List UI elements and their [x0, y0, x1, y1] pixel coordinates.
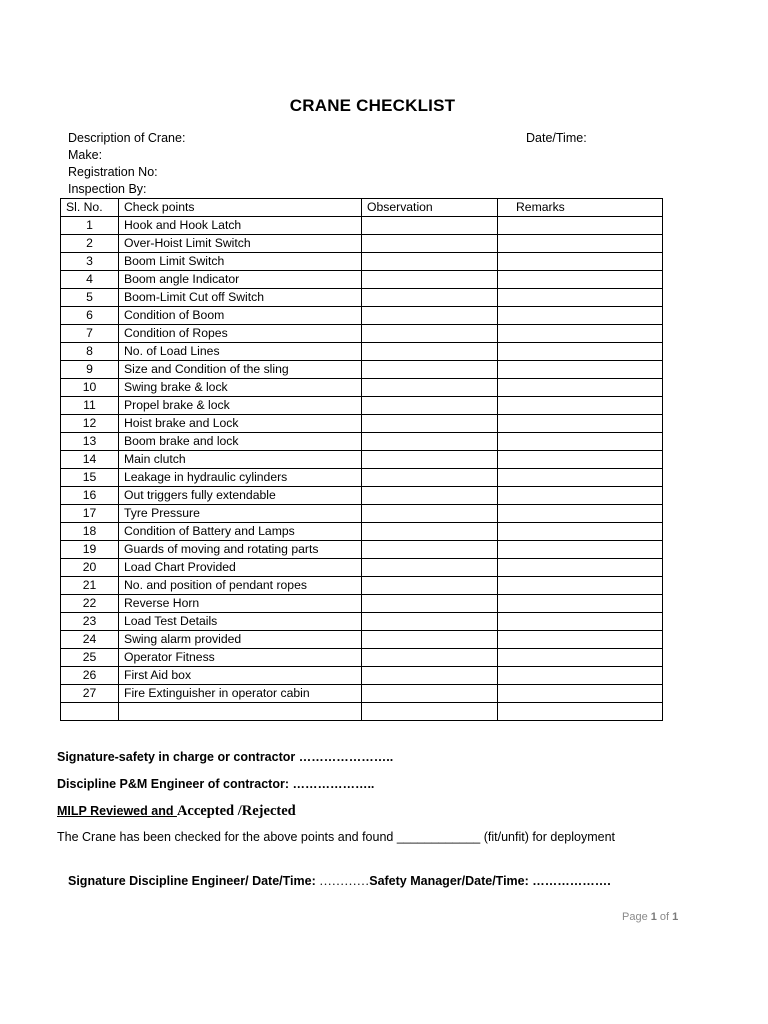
- column-header-remarks: Remarks: [498, 199, 663, 217]
- table-row: [61, 667, 663, 685]
- sl-number-cell: 4: [61, 271, 119, 289]
- remarks-cell[interactable]: [498, 703, 663, 721]
- sl-number-cell: 9: [61, 361, 119, 379]
- sl-number-cell: 13: [61, 433, 119, 451]
- observation-cell[interactable]: [362, 685, 498, 703]
- observation-cell[interactable]: [362, 523, 498, 541]
- remarks-cell[interactable]: [498, 397, 663, 415]
- sl-number-cell: [61, 703, 119, 721]
- remarks-cell[interactable]: [498, 631, 663, 649]
- milp-reviewed-label: MILP Reviewed and: [57, 804, 177, 818]
- page-number: [622, 911, 678, 923]
- check-point-cell: No. of Load Lines: [119, 343, 362, 361]
- remarks-cell[interactable]: [498, 415, 663, 433]
- observation-cell[interactable]: [362, 307, 498, 325]
- remarks-cell[interactable]: [498, 577, 663, 595]
- observation-cell[interactable]: [362, 703, 498, 721]
- observation-cell[interactable]: [362, 433, 498, 451]
- table-row: [61, 631, 663, 649]
- check-point-cell: No. and position of pendant ropes: [119, 577, 362, 595]
- table-row: [61, 451, 663, 469]
- remarks-cell[interactable]: [498, 343, 663, 361]
- check-point-cell: Load Chart Provided: [119, 559, 362, 577]
- inspection-field[interactable]: [68, 181, 150, 198]
- page-of: of: [656, 911, 673, 923]
- observation-cell[interactable]: [362, 415, 498, 433]
- check-point-cell: Load Test Details: [119, 613, 362, 631]
- make-field[interactable]: [68, 147, 106, 164]
- remarks-cell[interactable]: [498, 379, 663, 397]
- sl-number-cell: 18: [61, 523, 119, 541]
- remarks-cell[interactable]: [498, 667, 663, 685]
- sl-number-cell: 15: [61, 469, 119, 487]
- check-point-cell: Boom-Limit Cut off Switch: [119, 289, 362, 307]
- table-row: [61, 415, 663, 433]
- table-row: [61, 253, 663, 271]
- observation-cell[interactable]: [362, 559, 498, 577]
- check-point-cell: Out triggers fully extendable: [119, 487, 362, 505]
- observation-cell[interactable]: [362, 577, 498, 595]
- registration-label: Registration No:: [68, 165, 158, 179]
- table-row: [61, 559, 663, 577]
- observation-cell[interactable]: [362, 325, 498, 343]
- remarks-cell[interactable]: [498, 271, 663, 289]
- remarks-cell[interactable]: [498, 505, 663, 523]
- observation-cell[interactable]: [362, 361, 498, 379]
- table-row: [61, 433, 663, 451]
- observation-cell[interactable]: [362, 649, 498, 667]
- remarks-cell[interactable]: [498, 307, 663, 325]
- table-row: [61, 235, 663, 253]
- remarks-cell[interactable]: [498, 595, 663, 613]
- datetime-field[interactable]: [526, 130, 590, 147]
- page-total: 1: [672, 911, 679, 923]
- column-header-observation: Observation: [362, 199, 498, 217]
- page-current: 1: [650, 911, 657, 923]
- column-header-check-points: Check points: [119, 199, 362, 217]
- remarks-cell[interactable]: [498, 289, 663, 307]
- remarks-cell[interactable]: [498, 559, 663, 577]
- remarks-cell[interactable]: [498, 523, 663, 541]
- table-row: [61, 487, 663, 505]
- page-prefix: Page: [622, 911, 651, 923]
- check-point-cell: Hook and Hook Latch: [119, 217, 362, 235]
- check-point-cell: Boom angle Indicator: [119, 271, 362, 289]
- description-field[interactable]: [68, 130, 189, 147]
- observation-cell[interactable]: [362, 487, 498, 505]
- observation-cell[interactable]: [362, 397, 498, 415]
- discipline-engineer-dots: …………: [319, 874, 370, 888]
- remarks-cell[interactable]: [498, 361, 663, 379]
- sl-number-cell: 8: [61, 343, 119, 361]
- observation-cell[interactable]: [362, 667, 498, 685]
- check-point-cell: Guards of moving and rotating parts: [119, 541, 362, 559]
- sl-number-cell: 17: [61, 505, 119, 523]
- sl-number-cell: 27: [61, 685, 119, 703]
- remarks-cell[interactable]: [498, 217, 663, 235]
- check-point-cell: Size and Condition of the sling: [119, 361, 362, 379]
- observation-cell[interactable]: [362, 289, 498, 307]
- check-point-cell: Propel brake & lock: [119, 397, 362, 415]
- remarks-cell[interactable]: [498, 469, 663, 487]
- sl-number-cell: 23: [61, 613, 119, 631]
- make-label: Make:: [68, 148, 103, 162]
- sl-number-cell: 14: [61, 451, 119, 469]
- table-row: [61, 289, 663, 307]
- check-point-cell: Hoist brake and Lock: [119, 415, 362, 433]
- sl-number-cell: 6: [61, 307, 119, 325]
- table-row: [61, 595, 663, 613]
- check-point-cell: Leakage in hydraulic cylinders: [119, 469, 362, 487]
- check-point-cell: Condition of Boom: [119, 307, 362, 325]
- sl-number-cell: 16: [61, 487, 119, 505]
- inspection-label: Inspection By:: [68, 182, 147, 196]
- table-row: [61, 307, 663, 325]
- check-point-cell: Fire Extinguisher in operator cabin: [119, 685, 362, 703]
- check-point-cell: [119, 703, 362, 721]
- final-signature-line: [68, 874, 611, 889]
- sl-number-cell: 2: [61, 235, 119, 253]
- table-row: [61, 469, 663, 487]
- check-point-cell: Swing alarm provided: [119, 631, 362, 649]
- check-point-cell: Main clutch: [119, 451, 362, 469]
- page-title: CRANE CHECKLIST: [289, 96, 456, 115]
- sl-number-cell: 1: [61, 217, 119, 235]
- sl-number-cell: 22: [61, 595, 119, 613]
- safety-manager-signature-label: Safety Manager/Date/Time: ……………….: [369, 874, 611, 888]
- check-point-cell: First Aid box: [119, 667, 362, 685]
- sl-number-cell: 20: [61, 559, 119, 577]
- table-row: [61, 523, 663, 541]
- remarks-cell[interactable]: [498, 235, 663, 253]
- table-row: [61, 649, 663, 667]
- observation-cell[interactable]: [362, 271, 498, 289]
- check-point-cell: Boom Limit Switch: [119, 253, 362, 271]
- discipline-engineer-signature-label: Signature Discipline Engineer/ Date/Time:: [68, 874, 320, 888]
- observation-cell[interactable]: [362, 505, 498, 523]
- sl-number-cell: 12: [61, 415, 119, 433]
- crane-checklist-table: [60, 198, 663, 721]
- table-row: [61, 325, 663, 343]
- remarks-cell[interactable]: [498, 685, 663, 703]
- remarks-cell[interactable]: [498, 649, 663, 667]
- sl-number-cell: 10: [61, 379, 119, 397]
- table-row: [61, 613, 663, 631]
- column-header-sl-no: Sl. No.: [61, 199, 119, 217]
- table-row: [61, 703, 663, 721]
- check-point-cell: Swing brake & lock: [119, 379, 362, 397]
- remarks-cell[interactable]: [498, 433, 663, 451]
- remarks-cell[interactable]: [498, 613, 663, 631]
- accepted-rejected-label: Accepted /Rejected: [176, 803, 296, 819]
- check-point-cell: Boom brake and lock: [119, 433, 362, 451]
- sl-number-cell: 19: [61, 541, 119, 559]
- table-row: [61, 577, 663, 595]
- check-point-cell: Tyre Pressure: [119, 505, 362, 523]
- remarks-cell[interactable]: [498, 253, 663, 271]
- observation-cell[interactable]: [362, 451, 498, 469]
- remarks-cell[interactable]: [498, 541, 663, 559]
- table-row: [61, 397, 663, 415]
- table-row: [61, 505, 663, 523]
- pm-engineer-signature-line: Discipline P&M Engineer of contractor: ………………..: [57, 777, 375, 791]
- observation-cell[interactable]: [362, 631, 498, 649]
- remarks-cell[interactable]: [498, 451, 663, 469]
- table-row: [61, 379, 663, 397]
- remarks-cell[interactable]: [498, 325, 663, 343]
- observation-cell[interactable]: [362, 217, 498, 235]
- table-row: [61, 217, 663, 235]
- table-row: [61, 361, 663, 379]
- observation-cell[interactable]: [362, 253, 498, 271]
- sl-number-cell: 3: [61, 253, 119, 271]
- remarks-cell[interactable]: [498, 487, 663, 505]
- table-row: [61, 343, 663, 361]
- sl-number-cell: 7: [61, 325, 119, 343]
- check-point-cell: Condition of Ropes: [119, 325, 362, 343]
- check-point-cell: Operator Fitness: [119, 649, 362, 667]
- check-point-cell: Condition of Battery and Lamps: [119, 523, 362, 541]
- description-label: Description of Crane:: [68, 131, 186, 145]
- sl-number-cell: 11: [61, 397, 119, 415]
- fit-unfit-statement: The Crane has been checked for the above points and found ____________ (fit/unfit) for deployment: [57, 830, 616, 844]
- check-point-cell: Over-Hoist Limit Switch: [119, 235, 362, 253]
- datetime-label: Date/Time:: [526, 131, 587, 145]
- safety-incharge-signature-line: Signature-safety in charge or contractor …………………..: [57, 750, 394, 764]
- observation-cell[interactable]: [362, 235, 498, 253]
- sl-number-cell: 5: [61, 289, 119, 307]
- check-point-cell: Reverse Horn: [119, 595, 362, 613]
- sl-number-cell: 21: [61, 577, 119, 595]
- observation-cell[interactable]: [362, 379, 498, 397]
- observation-cell[interactable]: [362, 469, 498, 487]
- sl-number-cell: 25: [61, 649, 119, 667]
- observation-cell[interactable]: [362, 343, 498, 361]
- sl-number-cell: 24: [61, 631, 119, 649]
- table-row: [61, 271, 663, 289]
- table-row: [61, 541, 663, 559]
- table-header-row: [61, 199, 663, 217]
- milp-review-line: [57, 802, 296, 820]
- sl-number-cell: 26: [61, 667, 119, 685]
- observation-cell[interactable]: [362, 541, 498, 559]
- observation-cell[interactable]: [362, 595, 498, 613]
- registration-field[interactable]: [68, 164, 161, 181]
- observation-cell[interactable]: [362, 613, 498, 631]
- table-row: [61, 685, 663, 703]
